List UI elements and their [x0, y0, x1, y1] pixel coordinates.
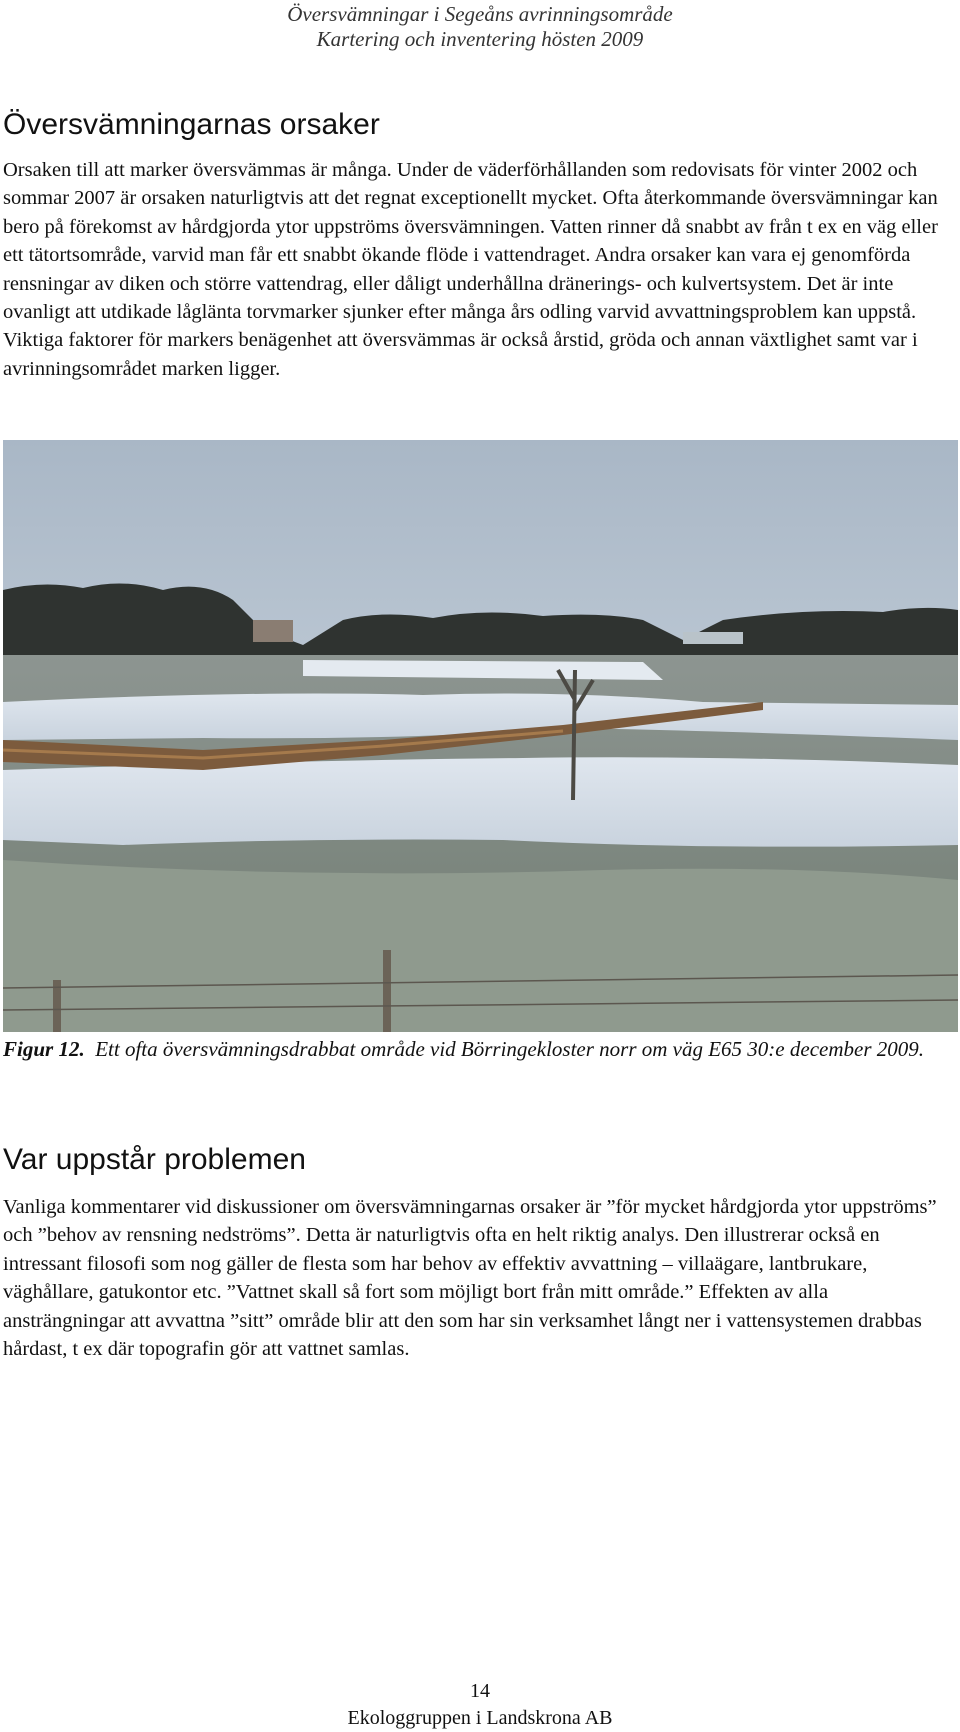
figure-label: Figur 12. — [3, 1037, 85, 1061]
problems-paragraph: Vanliga kommentarer vid diskussioner om översvämningarnas orsaker är ”för mycket hårdgjorda ytor uppströms” och ”behov av rensning nedströms”. Detta är naturligtvis ofta en helt riktig analys. Den illustrerar också en intressant filosofi som nog gäller de flesta som har behov av effektiv avvattning – villaägare, lantbrukare, väghållare, gatukontor etc. ”Vattnet skall så fort som möjligt bort från mitt område.” Effekten av alla ansträngningar att avvattna ”sitt” område blir att den som har sin verksamhet långt ner i vattensystemen drabbas hårdast, t ex där topografin gör att vattnet samlas. — [3, 1196, 937, 1361]
section-heading-causes: Översvämningarnas orsaker — [3, 108, 380, 141]
flooded-field-image — [3, 440, 958, 1032]
flood-water-front — [3, 757, 958, 846]
page-number: 14 — [470, 1680, 490, 1702]
header-line-2: Kartering och inventering hösten 2009 — [316, 27, 644, 51]
house — [253, 620, 293, 642]
building — [683, 632, 743, 644]
figure-caption — [3, 1035, 953, 1063]
section-heading-problems: Var uppstår problemen — [3, 1143, 306, 1176]
frosted-grass — [3, 860, 958, 1032]
fence-post — [383, 950, 391, 1032]
flooded-field-photo — [3, 440, 958, 1032]
header-line-1: Översvämningar i Segeåns avrinningsområde — [287, 2, 673, 26]
figure-caption-text: Ett ofta översvämningsdrabbat område vid Börringekloster norr om väg E65 30:e december 2009. — [95, 1037, 924, 1061]
causes-paragraph: Orsaken till att marker översvämmas är många. Under de väderförhållanden som redovisats för vinter 2002 och sommar 2007 är orsaken naturligtvis att det regnat exceptionellt mycket. Ofta återkommande översvämningar kan bero på förekomst av hårdgjorda ytor uppströms översvämningen. Vatten rinner då snabbt av från t ex en väg eller ett tätortsområde, varvid man får ett snabbt ökande flöde i vattendraget. Andra orsaker kan vara ej genomförda rensningar av diken och större vattendrag, eller dåligt underhållna dränerings- och kulvertsystem. Det är inte ovanligt att utdikade låglänta torvmarker sjunker efter många års odling varvid avvattningsproblem kan uppstå. Viktiga faktorer för markers benägenhet att översvämmas är också årstid, gröda och annan växtlighet samt var i avrinningsområdet marken ligger. — [3, 159, 938, 380]
footer-company: Ekologgruppen i Landskrona AB — [347, 1707, 613, 1729]
